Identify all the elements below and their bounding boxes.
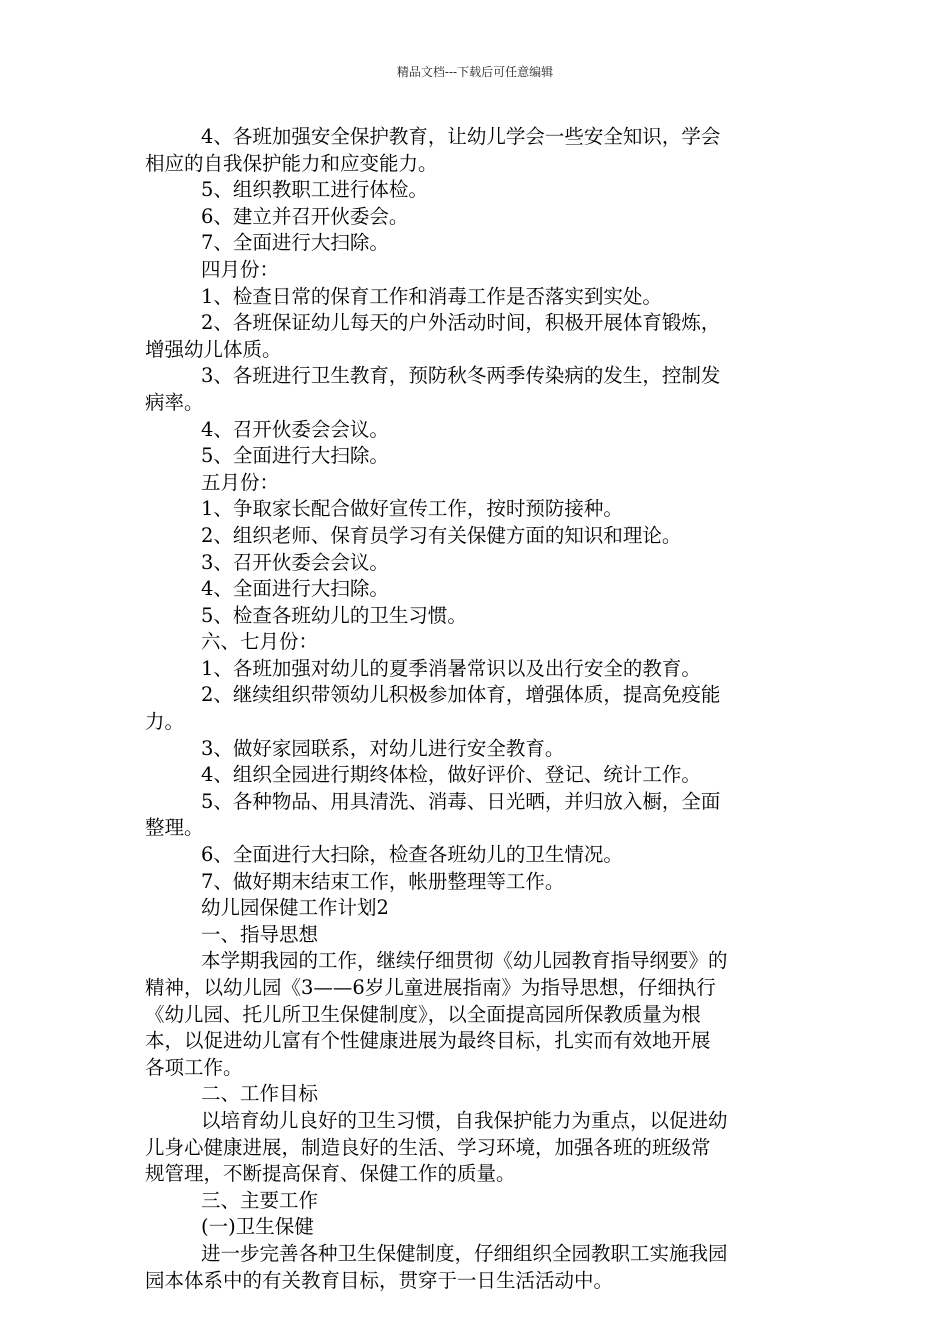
text-line: 《幼儿园、托儿所卫生保健制度》，以全面提高园所保教质量为根 [145, 1002, 701, 1026]
text-line: 3、各班进行卫生教育，预防秋冬两季传染病的发生，控制发 [201, 364, 721, 388]
text-line: 4、各班加强安全保护教育，让幼儿学会一些安全知识，学会 [201, 125, 721, 148]
document-body [145, 124, 810, 1294]
text-line: 1、争取家长配合做好宣传工作，按时预防接种。 [201, 497, 623, 521]
text-line: 幼儿园保健工作计划2 [201, 896, 389, 920]
text-line: 本，以促进幼儿富有个性健康进展为最终目标，扎实而有效地开展 [145, 1029, 711, 1053]
text-line: 五月份： [201, 470, 280, 494]
text-line: (一)卫生保健 [201, 1215, 314, 1239]
text-line: 5、检查各班幼儿的卫生习惯。 [201, 603, 467, 627]
text-line: 相应的自我保护能力和应变能力。 [145, 151, 438, 175]
text-line: 7、全面进行大扫除。 [201, 231, 389, 255]
text-line: 儿身心健康进展，制造良好的生活、学习环境，加强各班的班级常 [145, 1135, 711, 1159]
text-line: 1、各班加强对幼儿的夏季消暑常识以及出行安全的教育。 [201, 656, 701, 680]
text-line: 六、七月份： [201, 630, 319, 654]
text-line: 2、组织老师、保育员学习有关保健方面的知识和理论。 [201, 523, 682, 547]
text-line: 5、组织教职工进行体检。 [201, 178, 428, 202]
text-line: 园本体系中的有关教育目标，贯穿于一日生活活动中。 [145, 1268, 614, 1292]
text-line: 4、召开伙委会会议。 [201, 417, 389, 441]
text-line: 2、继续组织带领幼儿积极参加体育，增强体质，提高免疫能 [201, 683, 721, 707]
text-line: 5、全面进行大扫除。 [201, 444, 389, 468]
text-line: 精神，以幼儿园《3——6岁儿童进展指南》为指导思想，仔细执行 [145, 976, 716, 999]
text-line: 4、全面进行大扫除。 [201, 577, 389, 601]
text-line: 7、做好期末结束工作，帐册整理等工作。 [201, 869, 565, 893]
text-line: 1、检查日常的保育工作和消毒工作是否落实到实处。 [201, 284, 662, 308]
text-line: 各项工作。 [145, 1055, 243, 1079]
text-line: 5、各种物品、用具清洗、消毒、日光晒，并归放入橱，全面 [201, 789, 721, 813]
text-line: 三、主要工作 [201, 1188, 319, 1212]
text-line: 增强幼儿体质。 [145, 337, 282, 361]
text-line: 2、各班保证幼儿每天的户外活动时间，积极开展体育锻炼， [201, 311, 721, 335]
text-line: 四月份： [201, 257, 280, 281]
text-line: 力。 [145, 710, 185, 734]
text-line: 二、工作目标 [201, 1082, 319, 1106]
text-line: 3、做好家园联系，对幼儿进行安全教育。 [201, 736, 565, 760]
text-line: 6、全面进行大扫除，检查各班幼儿的卫生情况。 [201, 843, 623, 867]
text-line: 本学期我园的工作，继续仔细贯彻《幼儿园教育指导纲要》的 [201, 949, 728, 973]
text-line: 一、指导思想 [201, 922, 319, 946]
text-line: 4、组织全园进行期终体检，做好评价、登记、统计工作。 [201, 763, 701, 787]
text-line: 进一步完善各种卫生保健制度，仔细组织全园教职工实施我园 [201, 1241, 728, 1265]
text-line: 3、召开伙委会会议。 [201, 550, 389, 574]
text-line: 整理。 [145, 816, 204, 840]
text-line: 病率。 [145, 390, 204, 414]
text-line: 6、建立并召开伙委会。 [201, 204, 409, 228]
text-line: 规管理，不断提高保育、保健工作的质量。 [145, 1162, 516, 1186]
page-header: 精品文档---下载后可任意编辑 [396, 65, 554, 79]
text-line: 以培育幼儿良好的卫生习惯，自我保护能力为重点，以促进幼 [201, 1108, 728, 1132]
